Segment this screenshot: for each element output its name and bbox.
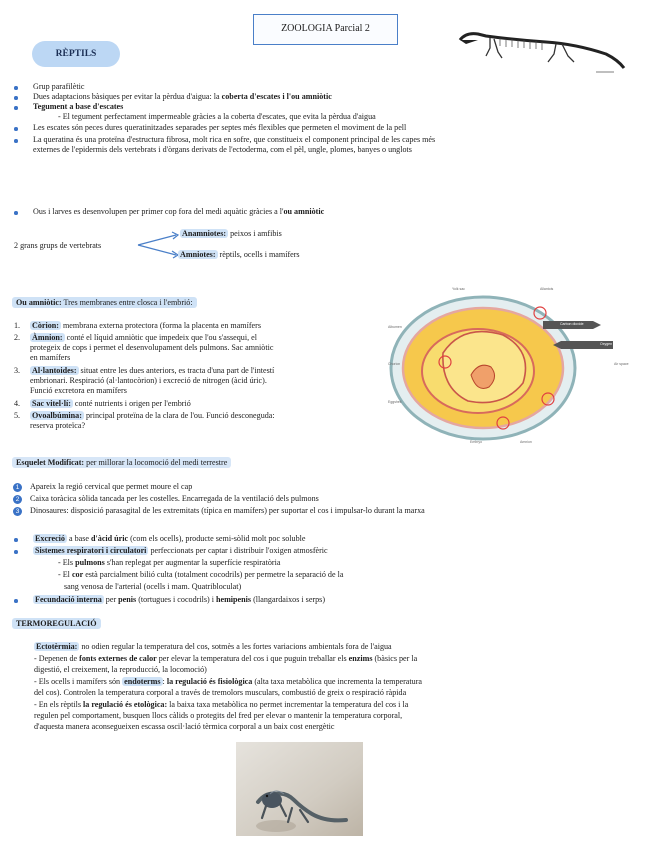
thermo-p3-l2: del cos). Controlen la temperatura corporal a través de tremolors musculars, combustió de greix o respiració ràpida <box>34 688 407 697</box>
amniotic-text-cont: en mamífers <box>30 353 71 362</box>
respiratory-line: Sistemes respiratori i circulatori perfeccionats per captar i distribuir l'oxigen atmosfèric <box>35 546 328 555</box>
thermo-p1: Ectotèrmia: no odien regular la temperatura del cos, sotmès a les fortes variacions ambientals fora de l'aigua <box>36 642 392 651</box>
section-badge <box>32 41 120 67</box>
amniotic-term: Còrion: <box>32 321 59 330</box>
intro-line-3-sub: - El tegument perfectament impermeable gràcies a la coberta d'escates, que evita la pèrdua d'aigua <box>58 112 376 121</box>
thermo-p4-l2: regulen pel comportament, busquen llocs càlids o protegits del fred per elevar o mantenir la temperatura corporal, <box>34 711 403 720</box>
label-allantois: Allantois <box>540 287 554 291</box>
bullet <box>14 139 18 143</box>
lungs-line: - Els pulmons s'han replegat per augmentar la superfície respiratòria <box>58 558 281 567</box>
amniotic-text-cont: protegeix de cops i permet el desenvolupament dels pulmons. Sac amniòtic <box>30 343 274 352</box>
skeleton-item: Caixa toràcica sòlida tancada per les costelles. Encarregada de la ventilació dels pulmons <box>30 494 319 503</box>
amniotic-term: Al·lantoides: <box>32 366 77 375</box>
bullet <box>14 599 18 603</box>
amniotic-term: Àmnion: <box>32 333 63 342</box>
intro-line-5a: La queratina és una proteïna d'estructura fibrosa, molt rica en sofre, que constitueix el component principal de les capes més <box>33 135 436 144</box>
fecundation-line: Fecundació interna per penis (tortugues i cocodrils) i hemipenis (llangardaixos i serps) <box>35 595 326 604</box>
amniotic-text: conté el líquid amniòtic que impedeix que l'ou s'assequi, el <box>64 333 257 342</box>
number-badge: 2 <box>13 495 22 504</box>
amniotic-text-cont: reserva proteïca? <box>30 421 86 430</box>
reptile-skeleton-illustration <box>456 22 628 78</box>
label-yolk-sac: Yolk sac <box>452 287 465 291</box>
thermo-p3: - Els ocells i mamífers són endoterms : la regulació és fisiològica (alta taxa metabòlica que incrementa la temperatura <box>34 677 422 686</box>
eggs-line: Ous i larves es desenvolupen per primer cop fora del medi aquàtic gràcies a l'ou amniòtic <box>33 207 325 216</box>
intro-line-3: Tegument a base d'escates <box>33 102 124 111</box>
intro-line-1: Grup parafilètic <box>33 82 85 91</box>
groups-label: 2 grans grups de vertebrats <box>14 241 102 250</box>
number-badge: 3 <box>13 507 22 516</box>
thermo-p4-l3: d'aquesta manera aconsegueixen escassa oscil·lació tèrmica corporal a un baix cost energètic <box>34 722 335 731</box>
bullet <box>14 211 18 215</box>
amniotic-term: Ovoalbúmina: <box>32 411 82 420</box>
bullet <box>14 538 18 542</box>
amniotic-text-cont: Funció excretora en mamífers <box>30 386 127 395</box>
amniotes-line: Amniotes: rèptils, ocells i mamífers <box>180 250 300 259</box>
bullet <box>14 127 18 131</box>
label-amnion: Amnion <box>520 440 532 444</box>
anamniotes-line: Anamniotes: peixos i amfibis <box>182 229 282 238</box>
label-air-space: Air space <box>614 362 629 366</box>
lizard-photo <box>236 742 363 836</box>
label-oxygen: Oxygen <box>600 342 613 346</box>
thermo-heading: TERMOREGULACIÓ <box>12 619 101 629</box>
label-carbon-dioxide: Carbon dioxide <box>560 322 584 326</box>
list-number: 2. <box>14 333 21 342</box>
thermo-p4: - En els rèptils la regulació és etològica: la baixa taxa metabòlica no permet incrementar la temperatura del cos i la <box>34 700 409 709</box>
label-eggshell: Eggshell <box>388 400 402 404</box>
skeleton-item: Dinosaures: disposició parasagital de les extremitats (típica en mamífers) per suportar el cos i impulsar-lo durant la marxa <box>30 506 425 515</box>
skeleton-heading: Esquelet Modificat: per millorar la locomoció del medi terrestre <box>12 458 231 468</box>
amniotic-heading: Ou amniòtic: Tres membranes entre closca i l'embrió: <box>12 298 197 308</box>
thermo-p2-l2: digestió, el creixement, la reproducció, la locomoció) <box>34 665 207 674</box>
amniotic-term: Sac vitel·lí: <box>32 399 71 408</box>
bullet <box>14 96 18 100</box>
amniotic-text: membrana externa protectora (forma la placenta en mamífers <box>60 321 261 330</box>
thermo-p2: - Depenen de fonts externes de calor per elevar la temperatura del cos i que puguin treballar els enzims (bàsics per la <box>34 654 418 663</box>
document-title: ZOOLOGIA Parcial 2 <box>281 23 370 34</box>
intro-line-5b: externes de l'epidermis dels vertebrats i d'òrgans derivats de l'ectoderma, com el pèl, ungle, plomes, banyes o unglots <box>33 145 412 154</box>
skeleton-item: Apareix la regió cervical que permet moure el cap <box>30 482 193 491</box>
bullet <box>14 86 18 90</box>
amniotic-text-cont: embrionari. Respiració (al·lantocòrion) i excreció de nitrogen (àcid úric). <box>30 376 267 385</box>
intro-line-4: Les escates són peces dures queratinitzades separades per septes més flexibles que permeten el moviment de la pell <box>33 123 407 132</box>
list-number: 4. <box>14 399 21 408</box>
label-chorion: Chorion <box>388 362 401 366</box>
label-embryo: Embryo <box>470 440 483 444</box>
section-title: RÈPTILS <box>55 49 97 59</box>
excretion-line: Excreció a base d'àcid úric (com els ocells), producte semi-sòlid molt poc soluble <box>35 534 306 543</box>
heart-line: - El cor està parcialment bilió culta (totalment cocodrils) per permetre la separació de la <box>58 570 344 579</box>
label-albumen: Albumen <box>388 325 402 329</box>
amniotic-text: conté nutrients i origen per l'embrió <box>72 399 191 408</box>
document-title-box <box>253 14 398 45</box>
bullet <box>14 550 18 554</box>
bullet <box>14 106 18 110</box>
list-number: 5. <box>14 411 21 420</box>
list-number: 3. <box>14 366 21 375</box>
branch-arrows <box>136 230 184 260</box>
list-number: 1. <box>14 321 21 330</box>
heart-line-2: sang venosa de l'arterial (ocells i mam. Quatribloculat) <box>64 582 242 591</box>
amniotic-text: principal proteïna de la clara de l'ou. Funció desconeguda: <box>83 411 275 420</box>
intro-line-2: Dues adaptacions bàsiques per evitar la pèrdua d'aigua: la coberta d'escates i l'ou amniòtic <box>33 92 332 101</box>
amniotic-egg-diagram <box>383 283 629 451</box>
amniotic-text: situat entre les dues anteriors, es tracta d'una part de l'intestí <box>78 366 275 375</box>
number-badge: 1 <box>13 483 22 492</box>
